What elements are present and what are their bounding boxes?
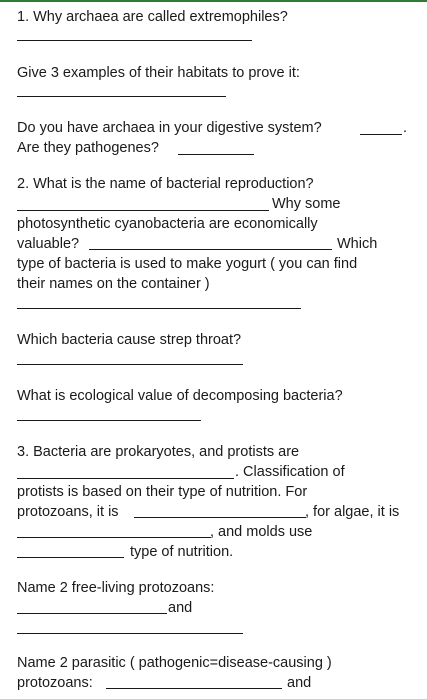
digestive-period: .	[403, 120, 408, 136]
digestive-prompt: Do you have archaea in your digestive system?	[17, 120, 322, 136]
parasitic-and: and	[287, 675, 312, 691]
answer-line-algae-nutrition[interactable]	[17, 537, 211, 538]
photosynthetic-text: photosynthetic cyanobacteria are economically	[17, 216, 318, 232]
parasitic-protozoans-label: protozoans:	[17, 675, 93, 691]
answer-line-yogurt[interactable]	[17, 308, 301, 309]
answer-line-protozoan-nutrition[interactable]	[134, 517, 306, 518]
answer-line-digestive[interactable]	[360, 134, 402, 135]
answer-line-parasitic-1[interactable]	[106, 688, 282, 689]
answer-line-ecological[interactable]	[17, 420, 201, 421]
question-1-text: 1. Why archaea are called extremophiles?	[17, 9, 288, 25]
classification-text: . Classification of	[235, 464, 345, 480]
ecological-prompt: What is ecological value of decomposing bacteria?	[17, 388, 343, 404]
nutrition-type-text: type of nutrition.	[130, 544, 234, 560]
answer-line-strep[interactable]	[17, 364, 243, 365]
answer-line-extremophiles[interactable]	[17, 40, 252, 41]
free-living-and: and	[168, 600, 193, 616]
parasitic-prompt: Name 2 parasitic ( pathogenic=disease-causing )	[17, 655, 332, 671]
answer-line-protists[interactable]	[17, 478, 234, 479]
nutrition-basis-text: protists is based on their type of nutrition. For	[17, 484, 308, 500]
why-some-text: Why some	[272, 196, 341, 212]
pathogens-prompt: Are they pathogenes?	[17, 140, 159, 156]
answer-line-reproduction[interactable]	[17, 210, 269, 211]
which-text: Which	[337, 236, 378, 252]
habitats-prompt: Give 3 examples of their habitats to prove it:	[17, 65, 300, 81]
molds-text: , and molds use	[210, 524, 313, 540]
question-2-text: 2. What is the name of bacterial reproduction?	[17, 176, 314, 192]
answer-line-free-living-1[interactable]	[17, 613, 167, 614]
question-3-text: 3. Bacteria are prokaryotes, and protists are	[17, 444, 300, 460]
free-living-prompt: Name 2 free-living protozoans:	[17, 580, 215, 596]
strep-prompt: Which bacteria cause strep throat?	[17, 332, 242, 348]
answer-line-molds-nutrition[interactable]	[17, 557, 124, 558]
answer-line-free-living-2[interactable]	[17, 633, 243, 634]
answer-line-habitats[interactable]	[17, 96, 226, 97]
answer-line-valuable[interactable]	[89, 249, 332, 250]
yogurt-text-1: type of bacteria is used to make yogurt ( you can find	[17, 256, 358, 272]
algae-text: , for algae, it is	[305, 504, 400, 520]
answer-line-pathogens[interactable]	[178, 154, 254, 155]
protozoans-text: protozoans, it is	[17, 504, 119, 520]
valuable-text: valuable?	[17, 236, 80, 252]
yogurt-text-2: their names on the container )	[17, 276, 210, 292]
